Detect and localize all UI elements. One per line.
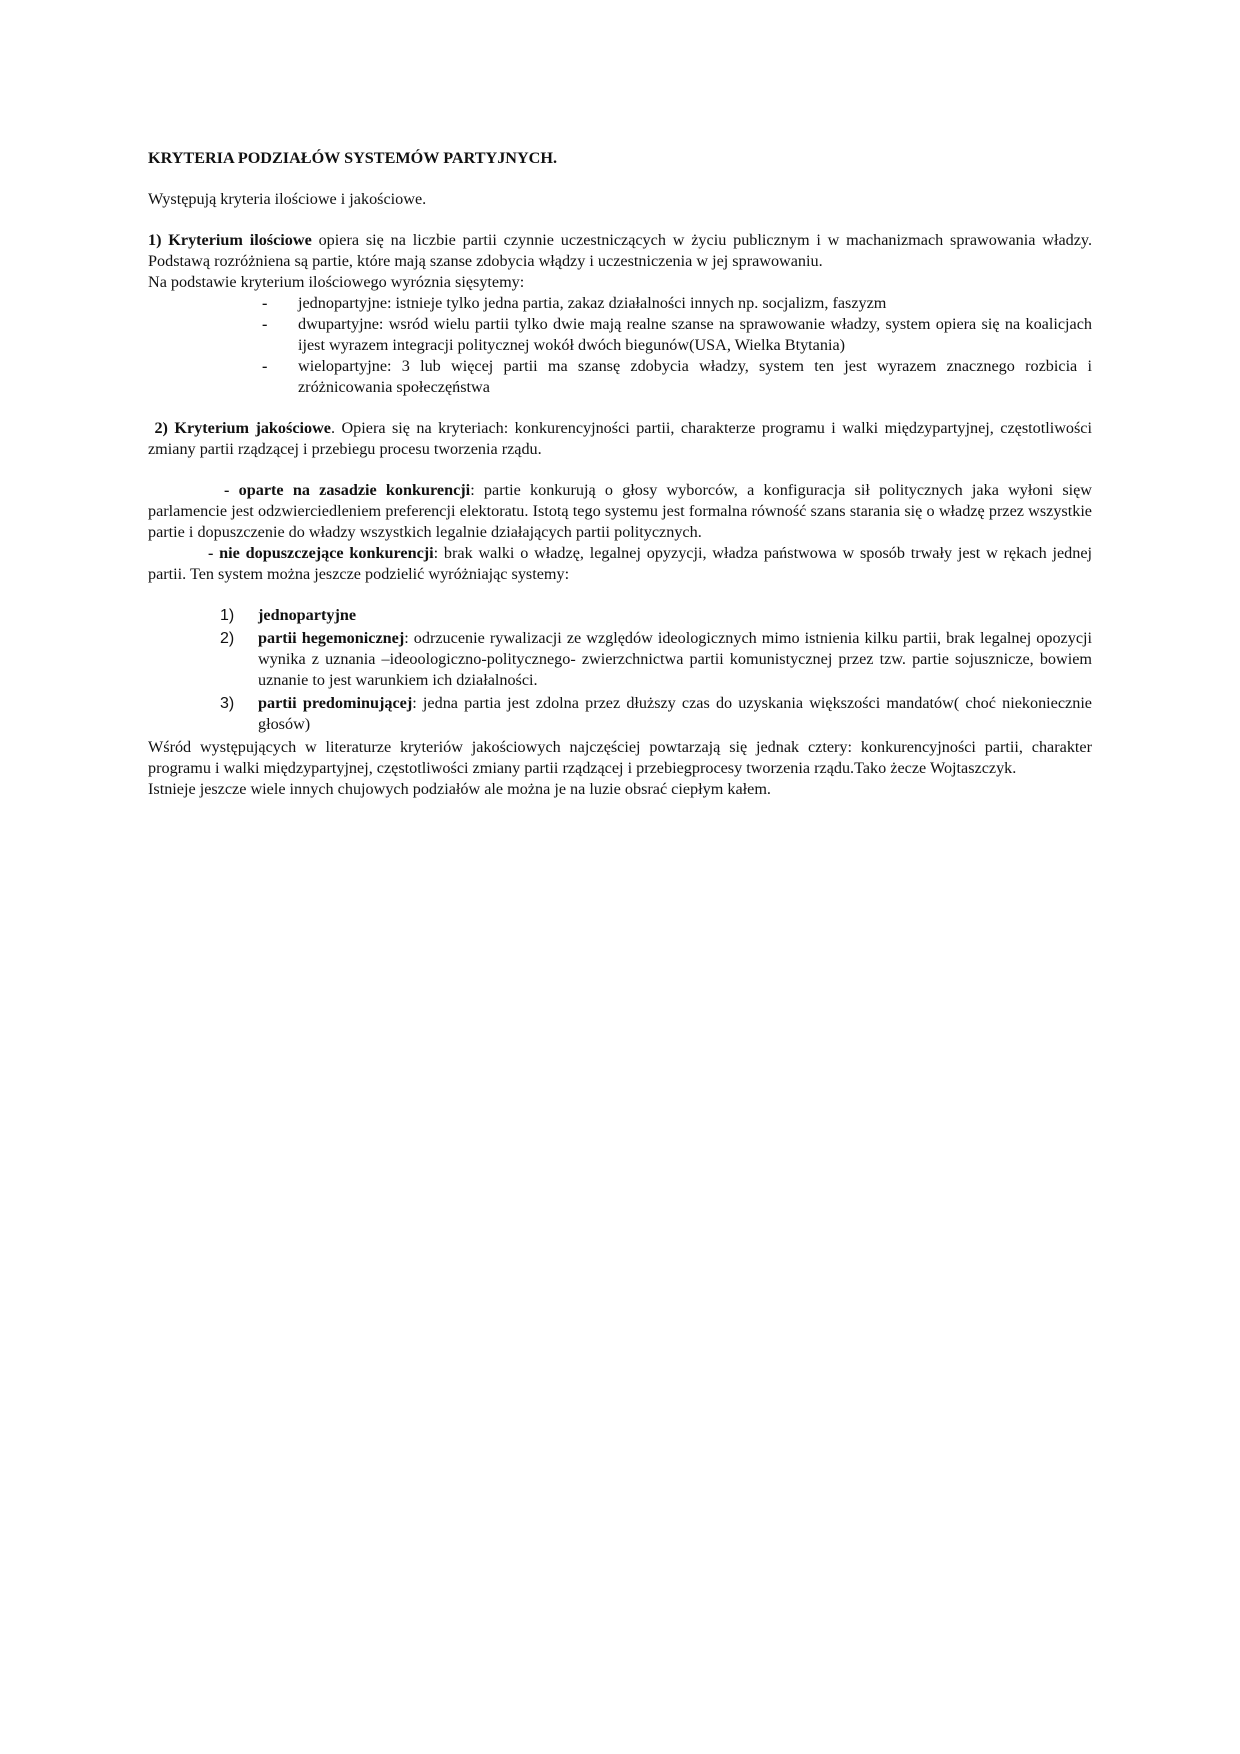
closing-remark: Istnieje jeszcze wiele innych chujowych podziałów ale można je na luzie obsrać ciepłym kałem.	[148, 780, 771, 798]
section-quantitative-label: 1) Kryterium ilościowe	[148, 231, 312, 249]
list-number: 1)	[220, 607, 235, 624]
noncompetitive-text: : brak walki o władzę, legalnej opyzycji, władza państwowa w sposób trwały jest w rękach jednej partii. Ten system można jeszcze podzielić wyróżniając systemy:	[148, 544, 1093, 583]
noncompetitive-subsystems-list	[148, 605, 1092, 735]
list-item	[262, 356, 1092, 398]
subsystem-label: jednopartyjne	[258, 606, 357, 624]
document-title: KRYTERIA PODZIAŁÓW SYSTEMÓW PARTYJNYCH.	[148, 149, 558, 167]
section-qualitative-label: 2) Kryterium jakościowe	[154, 419, 331, 437]
list-bullet: -	[262, 315, 268, 333]
list-item	[220, 628, 1092, 691]
list-item-text: jednopartyjne: istnieje tylko jedna partia, zakaz działalności innych np. socjalizm, faszyzm	[298, 294, 887, 312]
list-number: 3)	[220, 695, 235, 712]
subsystem-text: : odrzucenie rywalizacji ze względów ideologicznych mimo istnienia kilku partii, brak legalnej opozycji wynika z uznania –ideoologiczno-politycznego- zwierzchnictwa partii komunistycznej przez tzw. partie sojusznicze, bowiem uznanie to jest warunkiem ich działalności.	[258, 629, 1092, 689]
section-qualitative-text: . Opiera się na kryteriach: konkurencyjności partii, charakterze programu i walki międzypartyjnej, częstotliwości zmiany partii rządzącej i przebiegu procesu tworzenia rządu.	[148, 419, 1092, 458]
list-item	[262, 314, 1092, 356]
list-item	[262, 293, 1092, 314]
section-quantitative	[148, 230, 1092, 272]
list-item-text: dwupartyjne: wsród wielu partii tylko dwie mają realne szanse na sprawowanie władzy, system opiera się na koalicjach ijest wyrazem integracji politycznej wokół dwóch biegunów(USA, Wielka Btytania)	[298, 315, 1092, 354]
quantitative-lead: Na podstawie kryterium ilościowego wyróznia sięsytemy:	[148, 273, 525, 291]
competitive-paragraph	[148, 480, 1092, 543]
competitive-text: : partie konkurują o głosy wyborców, a konfiguracja sił politycznych jaka wyłoni sięw parlamencie jest odzwierciedleniem preferencji elektoratu. Istotą tego systemu jest formalna równość szans starania się o władzę przez wszystkie partie i dopuszczenie do władzy wszystkich legalnie działających partii politycznych.	[148, 481, 1092, 541]
noncompetitive-paragraph	[148, 543, 1092, 585]
subsystem-label: partii predominującej	[258, 694, 413, 712]
list-item	[220, 693, 1092, 735]
list-item-text: wielopartyjne: 3 lub więcej partii ma szansę zdobycia władzy, system ten jest wyrazem znacznego rozbicia i zróżnicowania społeczęństwa	[298, 357, 1092, 396]
subsystem-text: : jedna partia jest zdolna przez dłuższy czas do uzyskania większości mandatów( choć niekoniecznie głosów)	[258, 694, 1092, 733]
closing-paragraph: Wśród występujących w literaturze kryteriów jakościowych najczęściej powtarzają się jednak cztery: konkurencyjności partii, charakter programu i walki międzypartyjnej, częstotliwości zmiany partii rządzącej i przebiegprocesy tworzenia rządu.Tako żecze Wojtaszczyk.	[148, 738, 1092, 777]
list-bullet: -	[262, 294, 268, 312]
list-bullet: -	[262, 357, 268, 375]
quantitative-list	[148, 293, 1092, 398]
list-item	[220, 605, 1092, 626]
subsystem-label: partii hegemonicznej	[258, 629, 405, 647]
document-page	[148, 148, 1092, 800]
section-qualitative	[148, 418, 1092, 460]
list-number: 2)	[220, 630, 235, 647]
intro-paragraph: Występują kryteria ilościowe i jakościowe.	[148, 190, 427, 208]
competitive-label: - oparte na zasadzie konkurencji	[224, 481, 471, 499]
noncompetitive-label: - nie dopuszczejące konkurencji	[208, 544, 434, 562]
section-quantitative-text: opiera się na liczbie partii czynnie uczestniczących w życiu publicznym i w machanizmach sprawowania władzy. Podstawą rozróżniena są partie, które mają szanse zdobycia włądzy i uczestniczenia w jej sprawowaniu.	[148, 231, 1092, 270]
